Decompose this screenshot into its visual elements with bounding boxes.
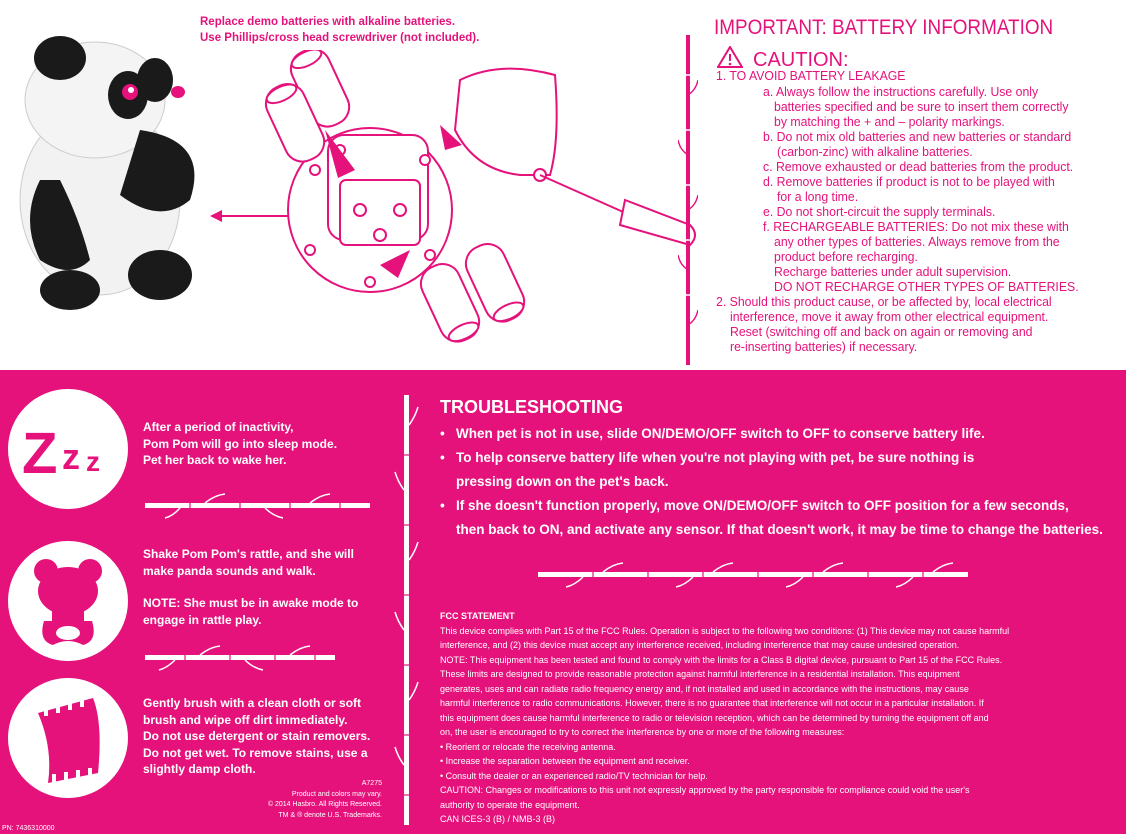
battery-line-2-2: interference, move it away from other electrical equipment. [730,309,1049,324]
fcc-title: FCC STATEMENT [440,611,515,621]
troubleshooting-bullet-2: • To help conserve battery life when you're not playing with pet, be sure nothing is pressing down on the pet's back. [440,446,974,494]
cloth-icon [8,678,128,798]
fcc-line: This device complies with Part 15 of the FCC Rules. Operation is subject to the following two conditions: (1) This device may not cause harmful [440,625,1010,636]
legal-line: TM & ® denote U.S. Trademarks. [278,811,382,819]
bullet-text: To help conserve battery life when you're not playing with pet, be sure nothing is [456,450,975,465]
legal-small-print [230,779,382,821]
rattle-line: Shake Pom Pom's rattle, and she will [143,547,354,561]
battery-line-2-1: 2. Should this product cause, or be affected by, local electrical [716,294,1052,309]
battery-line-a1: a. Always follow the instructions carefully. Use only [763,84,1039,99]
cloth-icon-circle [8,678,128,798]
bamboo-divider-left-2 [145,644,335,674]
battery-install-note-line2: Use Phillips/cross head screwdriver (not included). [200,32,480,44]
rattle-note-line: NOTE: She must be in awake mode to [143,596,359,610]
battery-info-title: IMPORTANT: BATTERY INFORMATION [714,16,1054,39]
spacer [143,579,358,595]
battery-install-note-line1: Replace demo batteries with alkaline batteries. [200,16,456,28]
bamboo-divider-right [538,561,968,591]
fcc-line: CAN ICES-3 (B) / NMB-3 (B) [440,814,556,824]
battery-line-b2: (carbon-zinc) with alkaline batteries. [777,144,973,159]
battery-line-a2: batteries specified and be sure to insert them correctly [774,99,1069,114]
battery-compartment-diagram [230,50,720,360]
bullet-text: If she doesn't function properly, move ON/DEMO/OFF switch to OFF position for a few seconds, [456,498,1069,513]
battery-line-f4: Recharge batteries under adult supervision. [774,264,1012,279]
care-line: brush and wipe off dirt immediately. [143,712,348,727]
bullet-text-continued: then back to ON, and activate any sensor. If that doesn't work, it may be time to change the batteries. [456,522,1103,537]
rattle-line: make panda sounds and walk. [143,563,316,578]
bullet-text-continued: pressing down on the pet's back. [456,474,669,489]
warning-triangle-icon [717,46,743,68]
svg-text:Z: Z [22,421,58,486]
fcc-line: this equipment does cause harmful interference to radio or television reception, which can be determined by turning the equipment off and [440,712,989,723]
care-line: Gently brush with a clean cloth or soft [143,696,362,710]
care-line: slightly damp cloth. [143,762,256,776]
sleep-text [143,419,337,469]
troubleshooting-bullet-1: • When pet is not in use, slide ON/DEMO/OFF switch to OFF to conserve battery life. [440,426,985,441]
fcc-line: interference, and (2) this device must accept any interference received, including interference that may cause undesired operation. [440,640,960,650]
battery-install-note [200,14,479,46]
bamboo-divider-vertical [393,395,419,825]
battery-line-f1: f. RECHARGEABLE BATTERIES: Do not mix these with [763,219,1069,234]
part-number: PN: 7436310000 [2,825,55,832]
care-line: Do not use detergent or stain removers. [143,729,371,743]
panda-illustration [0,30,200,310]
fcc-line: • Consult the dealer or an experienced radio/TV technician for help. [440,770,708,781]
zzz-sleep-icon [8,389,128,509]
product-code: A7275 [361,780,382,787]
battery-line-a3: by matching the + and – polarity markings. [774,114,1005,129]
battery-line-b1: b. Do not mix old batteries and new batteries or standard [763,129,1072,144]
battery-line-d1: d. Remove batteries if product is not to be played with [763,174,1055,189]
fcc-line: • Increase the separation between the equipment and receiver. [440,756,690,766]
battery-line-c: c. Remove exhausted or dead batteries from the product. [763,159,1074,174]
fcc-line: • Reorient or relocate the receiving antenna. [440,741,616,752]
rattle-icon-circle [8,541,128,661]
svg-text:z: z [62,436,80,477]
battery-line-d2: for a long time. [777,189,859,204]
rattle-text [143,546,358,628]
fcc-line: generates, uses and can radiate radio frequency energy and, if not installed and used in accordance with the instructions, may cause [440,683,969,694]
battery-info-panel [0,0,1126,370]
caution-label: CAUTION: [753,49,849,71]
battery-leakage-heading: 1. TO AVOID BATTERY LEAKAGE [716,68,906,83]
fcc-line: authority to operate the equipment. [440,799,580,810]
troubleshooting-title: TROUBLESHOOTING [440,397,623,417]
care-line: Do not get wet. To remove stains, use a [143,745,368,760]
panda-rattle-icon [8,541,128,661]
fcc-statement [440,609,1110,827]
svg-text:z: z [86,446,100,477]
legal-line: © 2014 Hasbro. All Rights Reserved. [267,801,382,808]
bullet-text: When pet is not in use, slide ON/DEMO/OFF switch to OFF to conserve battery life. [456,426,985,441]
battery-line-f2: any other types of batteries. Always remove from the [774,234,1060,249]
fcc-line: on, the user is encouraged to try to correct the interference by one or more of the following measures: [440,727,845,737]
sleep-line: Pet her back to wake her. [143,453,287,467]
care-text [143,695,370,778]
sleep-icon-circle [8,389,128,509]
fcc-line: CAUTION: Changes or modifications to this unit not expressly approved by the party responsible for compliance could void the user's [440,785,970,795]
battery-line-f3: product before recharging. [774,249,918,264]
fcc-line: These limits are designed to provide reasonable protection against harmful interference in a residential installation. This equipment [440,669,960,679]
bamboo-divider-top [678,35,698,365]
battery-line-2-3: Reset (switching off and back on again or removing and [730,324,1033,339]
battery-line-e: e. Do not short-circuit the supply terminals. [763,204,996,219]
sleep-line: Pom Pom will go into sleep mode. [143,436,338,451]
legal-line: Product and colors may vary. [291,790,382,798]
battery-line-2-4: re-inserting batteries) if necessary. [730,339,918,354]
rattle-note-line: engage in rattle play. [143,612,262,627]
bamboo-divider-left-1 [145,492,370,522]
battery-line-f5: DO NOT RECHARGE OTHER TYPES OF BATTERIES. [774,279,1079,294]
panda-body [20,36,194,310]
sleep-line: After a period of inactivity, [143,420,294,434]
fcc-line: NOTE: This equipment has been tested and found to comply with the limits for a Class B digital device, pursuant to Part 15 of the FCC Rules. [440,654,1003,665]
fcc-line: harmful interference to radio communications. However, there is no guarantee that interference will not occur in a particular installation. If [440,698,984,708]
troubleshooting-bullet-3: • If she doesn't function properly, move ON/DEMO/OFF switch to OFF position for a few seconds, then back to ON, and activate any sensor. If that doesn't work, it may be time to change the batteries. [440,494,1103,542]
